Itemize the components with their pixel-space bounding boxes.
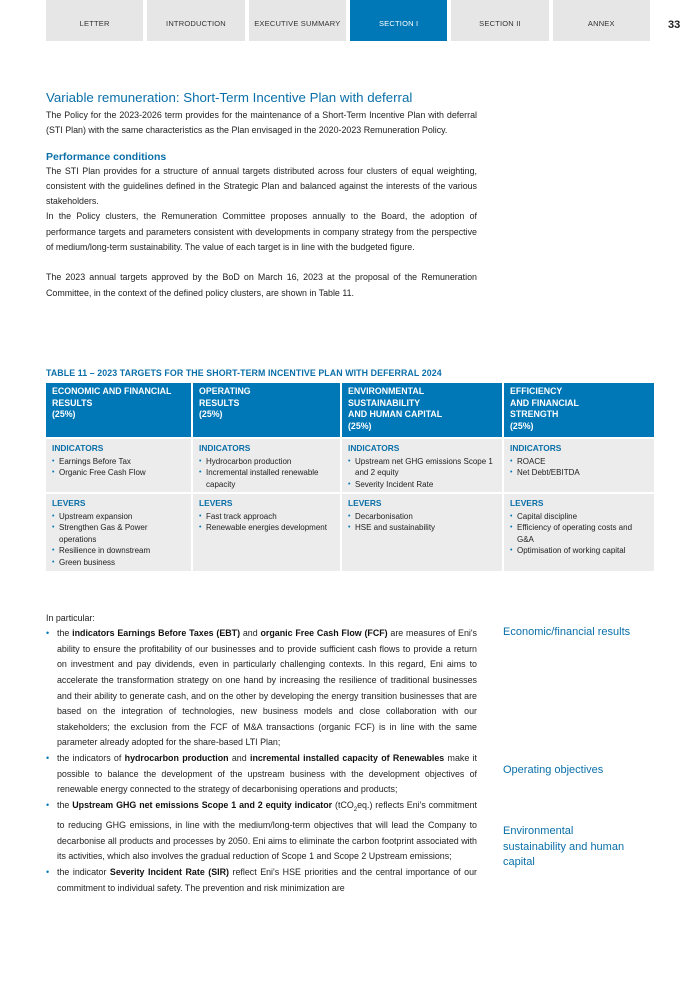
indicators-cell [504, 439, 654, 492]
indicators-label: INDICATORS [510, 443, 562, 453]
particular-section [46, 611, 477, 896]
list-item: • Organic Free Cash Flow [52, 467, 185, 479]
list-item: • Optimisation of working capital [510, 545, 648, 557]
indicators-cell [342, 439, 502, 492]
sidenote-environmental: Environmental sustainability and human capital [503, 825, 625, 868]
list-item: • Renewable energies development [199, 522, 334, 534]
levers-cell [46, 494, 191, 571]
indicators-label: INDICATORS [52, 443, 104, 453]
tab-section-ii[interactable]: SECTION II [451, 0, 548, 41]
list-item: • ROACE [510, 456, 648, 468]
targets-table [46, 383, 654, 571]
list-item: • Upstream expansion [52, 511, 185, 523]
column-header: ENVIRONMENTAL SUSTAINABILITY AND HUMAN CAPITAL (25%) [342, 383, 502, 437]
list-item: • Earnings Before Tax [52, 456, 185, 468]
list-item: • Incremental installed renewable capacity [199, 467, 334, 490]
list-item: • Strengthen Gas & Power operations [52, 522, 185, 545]
tab-executive-summary[interactable]: EXECUTIVE SUMMARY [249, 0, 346, 41]
tab-annex[interactable]: ANNEX [553, 0, 650, 41]
particular-intro: In particular: [46, 613, 95, 623]
section-title: Variable remuneration: Short-Term Incentive Plan with deferral [46, 90, 413, 105]
column-header: OPERATING RESULTS (25%) [193, 383, 340, 437]
levers-cell [193, 494, 340, 571]
indicators-label: INDICATORS [199, 443, 251, 453]
tab-section-i[interactable]: SECTION I [350, 0, 447, 41]
tab-introduction[interactable]: INTRODUCTION [147, 0, 244, 41]
indicators-cell [46, 439, 191, 492]
list-item: • Net Debt/EBITDA [510, 467, 648, 479]
list-item: • Upstream net GHG emissions Scope 1 and 2 equity [348, 456, 496, 479]
main-content [46, 88, 477, 301]
table-column [46, 383, 191, 571]
paragraph-2: In the Policy clusters, the Remuneration Committee proposes annually to the Board, the adoption of performance targets and parameters consistent with developments in company strategy from the perspective of medium/long-term sustainability. The value of each target is in line with the budgeted figure. [46, 211, 477, 253]
sidenote-operating: Operating objectives [503, 764, 604, 776]
paragraph-1: The STI Plan provides for a structure of annual targets distributed across four clusters of equal weighting, consistent with the guidelines defined in the Strategic Plan and balanced against the interests of the various stakeholders. [46, 165, 477, 207]
list-item: • Green business [52, 557, 185, 569]
levers-label: LEVERS [52, 498, 86, 508]
list-item: • Hydrocarbon production [199, 456, 334, 468]
levers-cell [342, 494, 502, 571]
list-item: • Decarbonisation [348, 511, 496, 523]
list-item: • Capital discipline [510, 511, 648, 523]
bullet-ghg: • the Upstream GHG net emissions Scope 1 and 2 equity indicator (tCO$_2$eq.) reflects Eni's commitment to reducing GHG emissions, in line with the medium/long-term objectives that will lead the Company to decarbonise all products and processes by 2050. Eni aims to eliminate the carbon footprint associated with its activities, which also involves the gradual reduction of Scope 1 and Scope 2 Upstream emissions; [46, 798, 477, 865]
levers-cell [504, 494, 654, 571]
subsection-title: Performance conditions [46, 150, 167, 163]
levers-label: LEVERS [199, 498, 233, 508]
list-item: • Severity Incident Rate [348, 479, 496, 491]
levers-label: LEVERS [510, 498, 544, 508]
table-title: TABLE 11 – 2023 TARGETS FOR THE SHORT-TERM INCENTIVE PLAN WITH DEFERRAL 2024 [46, 368, 442, 378]
paragraph-3: The 2023 annual targets approved by the BoD on March 16, 2023 at the proposal of the Remuneration Committee, in the context of the defined policy clusters, are shown in Table 11. [46, 272, 477, 298]
indicators-label: INDICATORS [348, 443, 400, 453]
bullet-operating: • the indicators of hydrocarbon production and incremental installed capacity of Renewables make it possible to balance the development of the upstream business with the development objectives of renewable energy connected to the strategy of decarbonising operations and products; [46, 751, 477, 798]
list-item: • Efficiency of operating costs and G&A [510, 522, 648, 545]
sidenote-economic: Economic/financial results [503, 626, 631, 638]
page-number: 33 [668, 19, 681, 31]
indicators-cell [193, 439, 340, 492]
tab-letter[interactable]: LETTER [46, 0, 143, 41]
bullet-economic: • the indicators Earnings Before Taxes (EBT) and organic Free Cash Flow (FCF) are measures of Eni's ability to ensure the profitability of our businesses and to provide sufficient cash flows to provide a return on investment and pay dividends, even in particularly challenging contexts. In this regard, Eni aims to accelerate the transformation strategy on one hand by increasing the resilience of traditional businesses and their ability to generate cash, and on the other by developing the energy transition businesses that are based on the integration of technologies, new business models and close collaboration with our stakeholders; the exclusion from the FCF of M&A transactions (organic FCF) is in line with the same parameter already adopted for the share-based LTI Plan; [46, 626, 477, 751]
bullet-sir: • the indicator Severity Incident Rate (SIR) reflect Eni's HSE priorities and the central importance of our commitment to individual safety. The prevention and risk minimization are [46, 865, 477, 896]
list-item: • Fast track approach [199, 511, 334, 523]
intro-paragraph: The Policy for the 2023-2026 term provides for the maintenance of a Short-Term Incentive Plan with deferral (STI Plan) with the same characteristics as the Plan envisaged in the 2020-2023 Remuneration Policy. [46, 110, 477, 136]
levers-label: LEVERS [348, 498, 382, 508]
list-item: • HSE and sustainability [348, 522, 496, 534]
table-column [193, 383, 340, 571]
column-header: ECONOMIC AND FINANCIAL RESULTS (25%) [46, 383, 191, 437]
column-header: EFFICIENCY AND FINANCIAL STRENGTH (25%) [504, 383, 654, 437]
table-column [342, 383, 502, 571]
table-column [504, 383, 654, 571]
list-item: • Resilience in downstream [52, 545, 185, 557]
section-nav [46, 0, 650, 41]
